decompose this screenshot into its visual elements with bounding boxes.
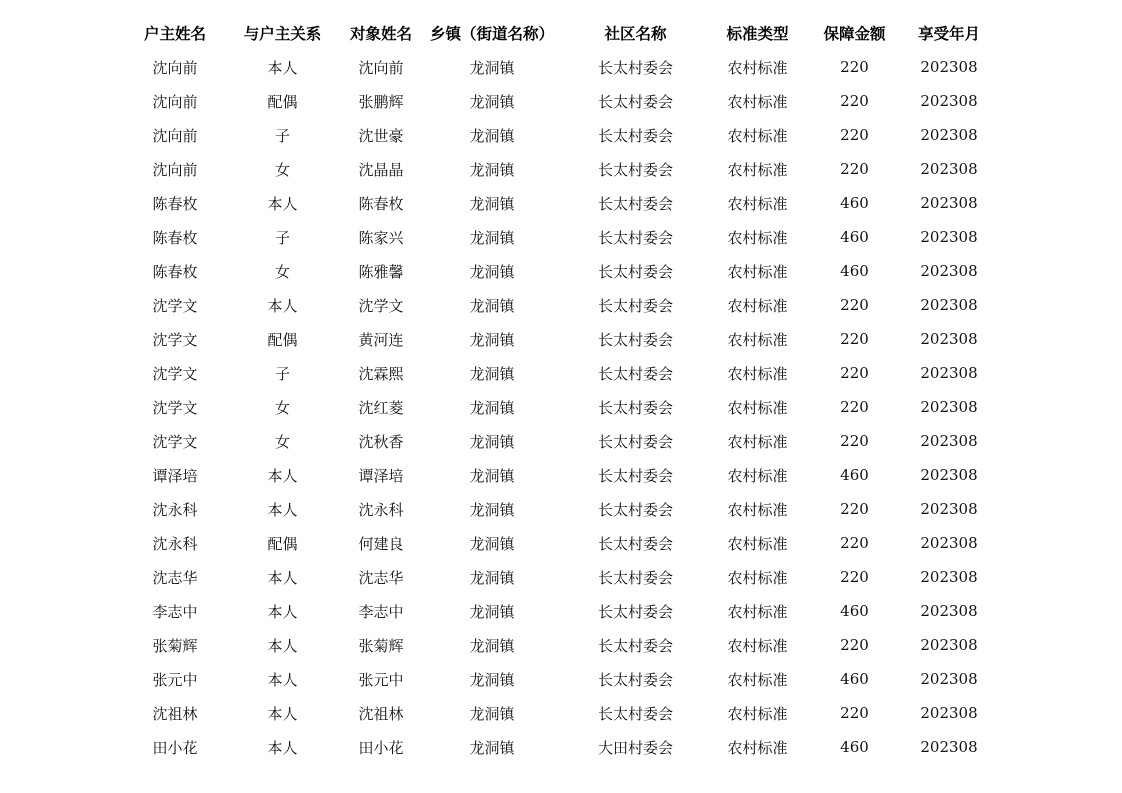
community-cell: 长太村委会 (597, 194, 673, 213)
relationship-cell: 本人 (267, 296, 298, 315)
period-cell: 202308 (920, 398, 978, 416)
table-row (120, 730, 990, 764)
amount-cell: 460 (840, 228, 869, 246)
household-head-name-cell: 沈永科 (152, 534, 198, 553)
beneficiary-name-cell: 沈祖林 (358, 704, 404, 723)
period-cell: 202308 (920, 296, 978, 314)
beneficiary-name-cell: 张元中 (358, 670, 404, 689)
household-head-name-cell: 张菊辉 (152, 636, 198, 655)
beneficiary-name-cell: 何建良 (358, 534, 404, 553)
community-cell: 长太村委会 (597, 228, 673, 247)
table-row (120, 492, 990, 526)
period-cell: 202308 (920, 738, 978, 756)
household-head-name-cell: 沈向前 (152, 58, 198, 77)
community-cell: 长太村委会 (597, 364, 673, 383)
household-head-name-cell: 沈志华 (152, 568, 198, 587)
community-cell: 长太村委会 (597, 296, 673, 315)
household-head-name-cell: 谭泽培 (152, 466, 198, 485)
relationship-cell: 子 (274, 126, 290, 145)
period-cell: 202308 (920, 92, 978, 110)
amount-cell: 220 (840, 636, 869, 654)
table-row (120, 356, 990, 390)
amount-cell: 220 (840, 500, 869, 518)
township-cell: 龙洞镇 (469, 330, 515, 349)
table-row (120, 696, 990, 730)
amount-cell: 220 (840, 126, 869, 144)
standard-type-cell: 农村标准 (727, 738, 788, 757)
standard-type-cell: 农村标准 (727, 262, 788, 281)
relationship-cell: 配偶 (267, 330, 298, 349)
header-row (120, 16, 990, 50)
standard-type-cell: 农村标准 (727, 160, 788, 179)
amount-cell: 460 (840, 194, 869, 212)
period-cell: 202308 (920, 534, 978, 552)
table-row (120, 628, 990, 662)
township-cell: 龙洞镇 (469, 160, 515, 179)
household-head-name-cell: 张元中 (152, 670, 198, 689)
period-cell: 202308 (920, 670, 978, 688)
township-cell: 龙洞镇 (469, 670, 515, 689)
township-cell: 龙洞镇 (469, 432, 515, 451)
period-cell: 202308 (920, 364, 978, 382)
table-header (120, 16, 990, 50)
beneficiary-name-cell: 沈世豪 (358, 126, 404, 145)
table-body (120, 50, 990, 764)
standard-type-cell: 农村标准 (727, 330, 788, 349)
beneficiary-name-cell: 李志中 (358, 602, 404, 621)
community-cell: 长太村委会 (597, 330, 673, 349)
household-head-name-cell: 李志中 (152, 602, 198, 621)
household-head-name-cell: 陈春枚 (152, 228, 198, 247)
period-cell: 202308 (920, 466, 978, 484)
beneficiary-name-cell: 张菊辉 (358, 636, 404, 655)
beneficiary-name-cell: 张鹏辉 (358, 92, 404, 111)
beneficiary-name-cell: 沈志华 (358, 568, 404, 587)
community-cell: 长太村委会 (597, 568, 673, 587)
table-row (120, 424, 990, 458)
table-row (120, 322, 990, 356)
relationship-cell: 本人 (267, 500, 298, 519)
period-cell: 202308 (920, 330, 978, 348)
township-cell: 龙洞镇 (469, 364, 515, 383)
period-cell: 202308 (920, 194, 978, 212)
standard-type-header: 标准类型 (726, 25, 789, 43)
amount-cell: 220 (840, 364, 869, 382)
beneficiary-name-cell: 沈红菱 (358, 398, 404, 417)
household-head-name-cell: 沈学文 (152, 432, 198, 451)
community-cell: 长太村委会 (597, 670, 673, 689)
community-cell: 长太村委会 (597, 160, 673, 179)
standard-type-cell: 农村标准 (727, 704, 788, 723)
table-row (120, 152, 990, 186)
community-cell: 长太村委会 (597, 500, 673, 519)
beneficiary-name-header: 对象姓名 (349, 25, 412, 43)
standard-type-cell: 农村标准 (727, 636, 788, 655)
community-cell: 长太村委会 (597, 126, 673, 145)
township-cell: 龙洞镇 (469, 466, 515, 485)
township-cell: 龙洞镇 (469, 636, 515, 655)
table-row (120, 254, 990, 288)
household-head-name-cell: 陈春枚 (152, 262, 198, 281)
standard-type-cell: 农村标准 (727, 568, 788, 587)
standard-type-cell: 农村标准 (727, 58, 788, 77)
beneficiary-name-cell: 沈霖熙 (358, 364, 404, 383)
household-head-name-cell: 沈学文 (152, 364, 198, 383)
amount-cell: 460 (840, 466, 869, 484)
relationship-header: 与户主关系 (243, 25, 322, 43)
period-cell: 202308 (920, 602, 978, 620)
relationship-cell: 女 (274, 398, 290, 417)
relationship-cell: 本人 (267, 636, 298, 655)
beneficiary-name-cell: 沈晶晶 (358, 160, 404, 179)
beneficiary-name-cell: 沈秋香 (358, 432, 404, 451)
standard-type-cell: 农村标准 (727, 398, 788, 417)
table-row (120, 458, 990, 492)
relationship-cell: 本人 (267, 568, 298, 587)
table-row (120, 662, 990, 696)
community-cell: 长太村委会 (597, 534, 673, 553)
amount-cell: 220 (840, 58, 869, 76)
household-head-name-cell: 沈学文 (152, 330, 198, 349)
standard-type-cell: 农村标准 (727, 432, 788, 451)
household-head-name-cell: 沈向前 (152, 160, 198, 179)
amount-cell: 220 (840, 568, 869, 586)
amount-cell: 220 (840, 534, 869, 552)
period-cell: 202308 (920, 126, 978, 144)
township-cell: 龙洞镇 (469, 58, 515, 77)
table-row (120, 50, 990, 84)
community-cell: 长太村委会 (597, 398, 673, 417)
table-row (120, 186, 990, 220)
household-head-name-cell: 沈学文 (152, 296, 198, 315)
household-head-name-cell: 沈向前 (152, 92, 198, 111)
township-cell: 龙洞镇 (469, 500, 515, 519)
township-cell: 龙洞镇 (469, 228, 515, 247)
community-cell: 长太村委会 (597, 92, 673, 111)
community-cell: 长太村委会 (597, 636, 673, 655)
standard-type-cell: 农村标准 (727, 194, 788, 213)
table-row (120, 560, 990, 594)
standard-type-cell: 农村标准 (727, 670, 788, 689)
table-row (120, 594, 990, 628)
amount-cell: 220 (840, 330, 869, 348)
period-cell: 202308 (920, 500, 978, 518)
table-row (120, 390, 990, 424)
household-head-name-cell: 田小花 (152, 738, 198, 757)
township-cell: 龙洞镇 (469, 534, 515, 553)
community-header: 社区名称 (604, 25, 667, 43)
beneficiary-name-cell: 田小花 (358, 738, 404, 757)
relationship-cell: 配偶 (267, 92, 298, 111)
household-head-name-cell: 沈向前 (152, 126, 198, 145)
amount-cell: 220 (840, 160, 869, 178)
amount-cell: 220 (840, 296, 869, 314)
standard-type-cell: 农村标准 (727, 126, 788, 145)
township-cell: 龙洞镇 (469, 738, 515, 757)
period-cell: 202308 (920, 58, 978, 76)
period-header: 享受年月 (917, 25, 980, 43)
table-row (120, 526, 990, 560)
period-cell: 202308 (920, 160, 978, 178)
beneficiary-name-cell: 沈向前 (358, 58, 404, 77)
relationship-cell: 配偶 (267, 534, 298, 553)
relationship-cell: 女 (274, 262, 290, 281)
beneficiary-name-cell: 黄河连 (358, 330, 404, 349)
beneficiary-name-cell: 陈雅馨 (358, 262, 404, 281)
relationship-cell: 女 (274, 160, 290, 179)
beneficiary-name-cell: 陈春枚 (358, 194, 404, 213)
standard-type-cell: 农村标准 (727, 364, 788, 383)
amount-cell: 220 (840, 704, 869, 722)
township-cell: 龙洞镇 (469, 398, 515, 417)
beneficiary-name-cell: 沈学文 (358, 296, 404, 315)
township-cell: 龙洞镇 (469, 296, 515, 315)
community-cell: 长太村委会 (597, 602, 673, 621)
relationship-cell: 女 (274, 432, 290, 451)
household-head-name-cell: 沈学文 (152, 398, 198, 417)
relationship-cell: 本人 (267, 704, 298, 723)
period-cell: 202308 (920, 636, 978, 654)
amount-cell: 220 (840, 398, 869, 416)
amount-cell: 460 (840, 602, 869, 620)
township-cell: 龙洞镇 (469, 194, 515, 213)
township-cell: 龙洞镇 (469, 262, 515, 281)
standard-type-cell: 农村标准 (727, 602, 788, 621)
amount-cell: 220 (840, 432, 869, 450)
amount-cell: 460 (840, 738, 869, 756)
community-cell: 长太村委会 (597, 432, 673, 451)
township-cell: 龙洞镇 (469, 568, 515, 587)
standard-type-cell: 农村标准 (727, 500, 788, 519)
period-cell: 202308 (920, 704, 978, 722)
period-cell: 202308 (920, 432, 978, 450)
period-cell: 202308 (920, 568, 978, 586)
relationship-cell: 本人 (267, 58, 298, 77)
township-cell: 龙洞镇 (469, 704, 515, 723)
household-head-name-cell: 陈春枚 (152, 194, 198, 213)
community-cell: 长太村委会 (597, 262, 673, 281)
household-head-name-header: 户主姓名 (143, 25, 206, 43)
table-row (120, 84, 990, 118)
township-header: 乡镇（街道名称） (429, 25, 554, 43)
relationship-cell: 本人 (267, 670, 298, 689)
standard-type-cell: 农村标准 (727, 534, 788, 553)
township-cell: 龙洞镇 (469, 126, 515, 145)
table-row (120, 220, 990, 254)
relationship-cell: 本人 (267, 602, 298, 621)
amount-cell: 220 (840, 92, 869, 110)
beneficiary-table (120, 16, 990, 764)
community-cell: 长太村委会 (597, 466, 673, 485)
beneficiary-name-cell: 陈家兴 (358, 228, 404, 247)
relationship-cell: 子 (274, 364, 290, 383)
period-cell: 202308 (920, 228, 978, 246)
township-cell: 龙洞镇 (469, 92, 515, 111)
relationship-cell: 本人 (267, 738, 298, 757)
table-row (120, 118, 990, 152)
standard-type-cell: 农村标准 (727, 296, 788, 315)
table-row (120, 288, 990, 322)
community-cell: 长太村委会 (597, 704, 673, 723)
amount-cell: 460 (840, 670, 869, 688)
community-cell: 大田村委会 (597, 738, 673, 757)
township-cell: 龙洞镇 (469, 602, 515, 621)
relationship-cell: 本人 (267, 466, 298, 485)
relationship-cell: 子 (274, 228, 290, 247)
period-cell: 202308 (920, 262, 978, 280)
beneficiary-name-cell: 沈永科 (358, 500, 404, 519)
household-head-name-cell: 沈祖林 (152, 704, 198, 723)
beneficiary-name-cell: 谭泽培 (358, 466, 404, 485)
amount-header: 保障金额 (823, 25, 886, 43)
community-cell: 长太村委会 (597, 58, 673, 77)
relationship-cell: 本人 (267, 194, 298, 213)
amount-cell: 460 (840, 262, 869, 280)
household-head-name-cell: 沈永科 (152, 500, 198, 519)
standard-type-cell: 农村标准 (727, 228, 788, 247)
standard-type-cell: 农村标准 (727, 466, 788, 485)
standard-type-cell: 农村标准 (727, 92, 788, 111)
